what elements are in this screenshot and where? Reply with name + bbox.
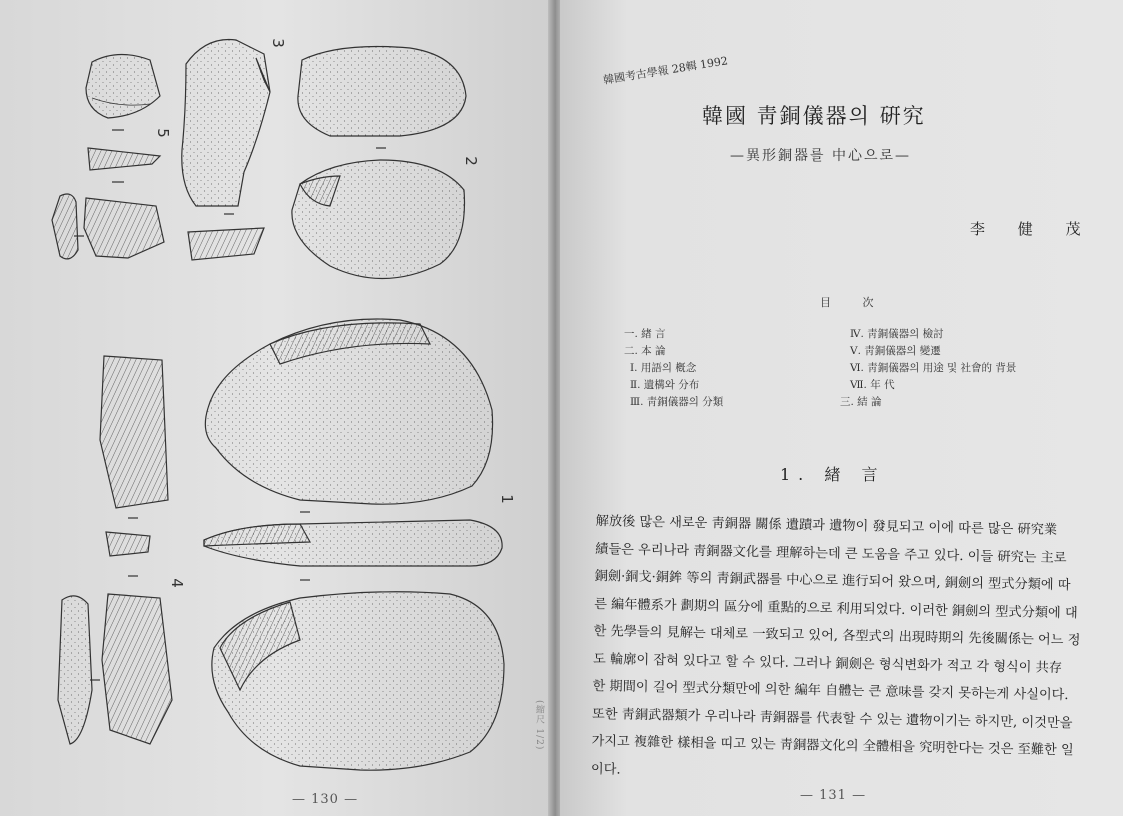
toc-item: 三. 結 論	[840, 396, 882, 408]
paragraph-line: 解放後 많은 새로운 靑銅器 關係 遺蹟과 遺物이 發見되고 이에 따른 많은 硏究業	[595, 513, 1058, 538]
toc-item: Ⅳ. 靑銅儀器의 檢討	[850, 328, 944, 340]
toc-item: Ⅴ. 靑銅儀器의 變遷	[850, 345, 941, 357]
article-title: 韓國 靑銅儀器의 硏究	[702, 104, 926, 128]
toc-item: Ⅶ. 年 代	[850, 379, 895, 391]
figure-scale-caption: (縮尺 1/2)	[534, 700, 544, 751]
figure-number-3: 3	[268, 38, 287, 48]
figure-number-2: 2	[461, 156, 480, 166]
toc-heading: 目 次	[820, 296, 888, 309]
section-heading: 1. 緖 言	[780, 465, 886, 484]
paragraph-line: 한 先學들의 見解는 대체로 一致되고 있어, 各型式의 出現時期의 先後關係는 어느 정	[593, 623, 1081, 649]
stone-tool-drawings	[0, 0, 552, 816]
artifact-4-drawing	[58, 356, 172, 744]
paragraph-line: 른 編年體系가 劃期의 區分에 重點的으로 利用되었다. 이러한 銅劍의 型式分類에 대	[594, 596, 1078, 621]
page-number-right: — 131 —	[800, 788, 867, 803]
artifact-2-drawing	[292, 47, 466, 279]
toc-item: Ⅵ. 靑銅儀器의 用途 및 社會的 背景	[850, 362, 1017, 374]
toc-right-column	[840, 326, 1017, 411]
toc-item: 一. 緖 言	[624, 328, 666, 340]
page-number-left: — 130 —	[292, 792, 359, 807]
artifact-3-drawing	[182, 40, 270, 261]
paragraph-line: 가지고 複雜한 樣相을 띠고 있는 靑銅器文化의 全體相을 究明한다는 것은 至難한 일	[591, 733, 1074, 759]
paragraph-line: 績들은 우리나라 靑銅器文化를 理解하는데 큰 도움을 주고 있다. 이들 硏究는 主로	[595, 541, 1067, 566]
toc-item: Ⅰ. 用語의 槪念	[630, 362, 697, 374]
article-subtitle: —異形銅器를 中心으로—	[730, 148, 912, 164]
artifact-5-drawing	[52, 54, 164, 258]
figure-number-5: 5	[153, 128, 172, 138]
figure-number-1: 1	[497, 494, 516, 504]
toc-item: Ⅱ. 遺構와 分布	[630, 379, 700, 391]
paragraph-line: 또한 靑銅武器類가 우리나라 靑銅器를 代表할 수 있는 遺物이기는 하지만, 이것만을	[591, 706, 1073, 731]
toc-item: 二. 本 論	[624, 345, 666, 357]
toc-left-column	[624, 326, 723, 411]
paragraph-line: 이다.	[590, 761, 621, 778]
paragraph-line: 도 輪廓이 잡혀 있다고 할 수 있다. 그러나 銅劍은 형식변화가 적고 각 형식이 共存	[592, 651, 1063, 676]
journal-header: 韓國考古學報 28輯 1992	[602, 54, 729, 87]
toc-item: Ⅲ. 靑銅儀器의 分類	[630, 396, 724, 408]
paragraph-line: 銅劍·銅戈·銅鉾 等의 靑銅武器를 中心으로 進行되어 왔으며, 銅劍의 型式分類에 따	[594, 568, 1071, 594]
paragraph-line: 한 期間이 길어 型式分類만에 의한 編年 自體는 큰 意味를 갖지 못하는게 사실이다.	[592, 678, 1069, 704]
figure-number-4: 4	[167, 578, 186, 588]
artifact-1-drawing	[204, 319, 504, 770]
body-paragraph	[591, 508, 1083, 792]
author-name: 李 健 茂	[970, 220, 1095, 238]
